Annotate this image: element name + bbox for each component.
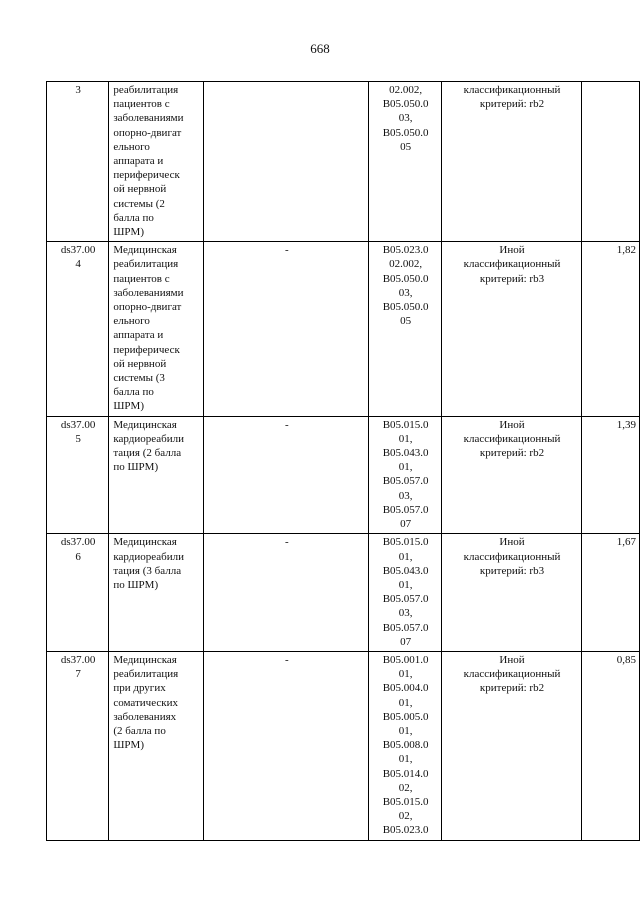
row-services-cell	[369, 416, 441, 534]
row-name-line: Медицинская	[113, 418, 177, 431]
row-name-line: Медицинская	[113, 653, 177, 666]
row-name-cell	[109, 242, 204, 416]
row-name-line: аппарата и	[113, 329, 164, 342]
row-services-line: B05.015.0	[382, 418, 429, 431]
row-criterion-line: классификационный	[463, 432, 561, 445]
row-services-line: 01,	[398, 753, 413, 766]
row-name-line: ельного	[113, 140, 150, 153]
row-name-line: заболеваниями	[113, 286, 184, 299]
row-services-line: 02.002,	[389, 84, 423, 96]
row-name-line: кардиореабили	[113, 550, 184, 563]
row-name-cell	[109, 416, 204, 534]
table-row	[47, 534, 640, 652]
row-name-line: по ШРМ)	[113, 461, 159, 474]
row-services-line: 01,	[398, 724, 413, 737]
table-row	[47, 651, 640, 840]
row-services-line: B05.015.0	[382, 536, 429, 549]
row-name-line: ШРМ)	[113, 226, 144, 239]
row-name-cell	[109, 534, 204, 652]
row-services-line: 03,	[398, 489, 413, 502]
row-coefficient-cell	[582, 242, 640, 416]
row-services-line: 01,	[398, 432, 413, 445]
row-criterion-line: Иной	[499, 536, 525, 549]
row-services-line: 05	[400, 140, 412, 153]
row-coefficient-cell	[582, 82, 640, 242]
row-name-line: пациентов с	[113, 98, 170, 111]
row-services-line: 01,	[398, 578, 413, 591]
row-dash-value: -	[284, 244, 289, 257]
row-name-line: соматических	[113, 696, 178, 709]
row-services-line: 01,	[398, 550, 413, 563]
row-criterion-cell	[441, 82, 581, 242]
row-dash-cell	[204, 416, 369, 534]
row-code-cell	[47, 416, 109, 534]
table-row	[47, 242, 640, 416]
row-code-line: ds37.00	[60, 653, 96, 666]
row-services-cell	[369, 651, 441, 840]
row-coefficient-cell	[582, 651, 640, 840]
row-services-line: 02,	[398, 781, 413, 794]
row-services-line: B05.008.0	[382, 739, 429, 752]
row-dash-value: -	[284, 653, 289, 666]
row-code-line: 3	[75, 84, 81, 96]
row-services-line: B05.001.0	[382, 653, 429, 666]
row-services-line: B05.050.0	[382, 301, 429, 314]
row-name-line: реабилитация	[113, 258, 179, 271]
page-number: 668	[310, 41, 330, 56]
row-dash-value: -	[284, 418, 289, 431]
row-services-line: B05.057.0	[382, 593, 429, 606]
row-coefficient-value: 1,82	[616, 244, 636, 257]
row-name-line: опорно-двигат	[113, 301, 182, 314]
row-code-line: ds37.00	[60, 418, 96, 431]
row-services-line: B05.023.0	[382, 824, 429, 837]
row-name-line: заболеваниях	[113, 710, 177, 723]
table-row	[47, 82, 640, 242]
row-services-line: B05.004.0	[382, 682, 429, 695]
row-name-cell	[109, 651, 204, 840]
row-coefficient-value: 1,67	[616, 536, 636, 549]
row-code-line: 5	[75, 432, 81, 445]
row-criterion-cell	[441, 416, 581, 534]
row-services-line: 03,	[398, 286, 413, 299]
row-name-line: Медицинская	[113, 536, 177, 549]
row-name-line: заболеваниями	[113, 112, 184, 125]
row-code-line: 4	[75, 258, 81, 271]
row-services-line: 01,	[398, 696, 413, 709]
row-services-line: 03,	[398, 112, 413, 125]
tariff-table	[46, 81, 640, 841]
row-name-line: пациентов с	[113, 272, 170, 285]
row-name-line: по ШРМ)	[113, 578, 159, 591]
row-coefficient-cell	[582, 416, 640, 534]
row-name-cell	[109, 82, 204, 242]
row-dash-cell	[204, 534, 369, 652]
row-name-line: (2 балла по	[113, 724, 166, 737]
row-services-line: B05.005.0	[382, 710, 429, 723]
row-services-line: 05	[400, 315, 412, 328]
row-services-line: B05.057.0	[382, 475, 429, 488]
row-code-line: ds37.00	[60, 536, 96, 549]
row-name-line: системы (3	[113, 372, 165, 385]
row-name-line: Медицинская	[113, 244, 177, 257]
row-services-line: 07	[400, 518, 412, 531]
row-dash-cell	[204, 651, 369, 840]
row-name-line: периферическ	[113, 169, 180, 182]
row-name-line: тация (3 балла	[113, 564, 182, 577]
row-services-line: 02.002,	[389, 258, 423, 271]
row-criterion-line: Иной	[499, 244, 525, 257]
row-dash-value: -	[284, 536, 289, 549]
row-name-line: периферическ	[113, 343, 180, 356]
row-name-line: системы (2	[113, 197, 165, 210]
row-services-line: B05.015.0	[382, 795, 429, 808]
row-criterion-line: критерий: rb2	[479, 447, 545, 460]
row-services-line: B05.057.0	[382, 503, 429, 516]
row-code-line: ds37.00	[60, 244, 96, 257]
row-dash-cell	[204, 242, 369, 416]
row-criterion-line: классификационный	[463, 84, 561, 96]
row-name-line: аппарата и	[113, 155, 164, 168]
row-services-line: 02,	[398, 810, 413, 823]
row-services-line: B05.014.0	[382, 767, 429, 780]
row-criterion-line: классификационный	[463, 668, 561, 681]
row-code-cell	[47, 651, 109, 840]
row-code-line: 7	[75, 668, 81, 681]
row-services-cell	[369, 82, 441, 242]
row-services-line: B05.050.0	[382, 272, 429, 285]
row-coefficient-value: 1,39	[616, 418, 636, 431]
row-name-line: балла по	[113, 386, 154, 399]
row-services-line: 07	[400, 635, 412, 648]
row-criterion-line: классификационный	[463, 258, 561, 271]
table-body	[47, 82, 640, 841]
row-name-line: ой нервной	[113, 183, 167, 196]
row-name-line: ШРМ)	[113, 400, 144, 413]
row-name-line: опорно-двигат	[113, 126, 182, 139]
row-criterion-line: критерий: rb3	[479, 564, 545, 577]
row-coefficient-cell	[582, 534, 640, 652]
row-name-line: реабилитация	[113, 668, 179, 681]
row-name-line: ельного	[113, 315, 150, 328]
row-criterion-cell	[441, 534, 581, 652]
row-name-line: при других	[113, 682, 166, 695]
row-services-line: 01,	[398, 668, 413, 681]
row-services-line: B05.050.0	[382, 98, 429, 111]
row-services-line: B05.050.0	[382, 126, 429, 139]
row-criterion-line: Иной	[499, 653, 525, 666]
row-criterion-line: критерий: rb2	[479, 682, 545, 695]
row-criterion-line: Иной	[499, 418, 525, 431]
row-criterion-line: критерий: rb2	[479, 98, 545, 111]
row-code-cell	[47, 534, 109, 652]
row-name-line: ой нервной	[113, 357, 167, 370]
row-criterion-cell	[441, 242, 581, 416]
row-code-cell	[47, 242, 109, 416]
row-services-line: B05.043.0	[382, 564, 429, 577]
row-services-line: B05.057.0	[382, 621, 429, 634]
row-name-line: ШРМ)	[113, 739, 144, 752]
row-services-cell	[369, 534, 441, 652]
row-services-line: B05.023.0	[382, 244, 429, 257]
row-name-line: реабилитация	[113, 84, 179, 96]
row-services-cell	[369, 242, 441, 416]
table-row	[47, 416, 640, 534]
row-code-line: 6	[75, 550, 81, 563]
row-services-line: 03,	[398, 607, 413, 620]
row-services-line: 01,	[398, 461, 413, 474]
row-criterion-line: критерий: rb3	[479, 272, 545, 285]
row-criterion-cell	[441, 651, 581, 840]
row-dash-cell	[204, 82, 369, 242]
row-name-line: балла по	[113, 211, 154, 224]
row-name-line: тация (2 балла	[113, 447, 182, 460]
row-coefficient-value: 0,85	[616, 653, 636, 666]
row-criterion-line: классификационный	[463, 550, 561, 563]
row-services-line: B05.043.0	[382, 447, 429, 460]
row-code-cell	[47, 82, 109, 242]
row-name-line: кардиореабили	[113, 432, 184, 445]
